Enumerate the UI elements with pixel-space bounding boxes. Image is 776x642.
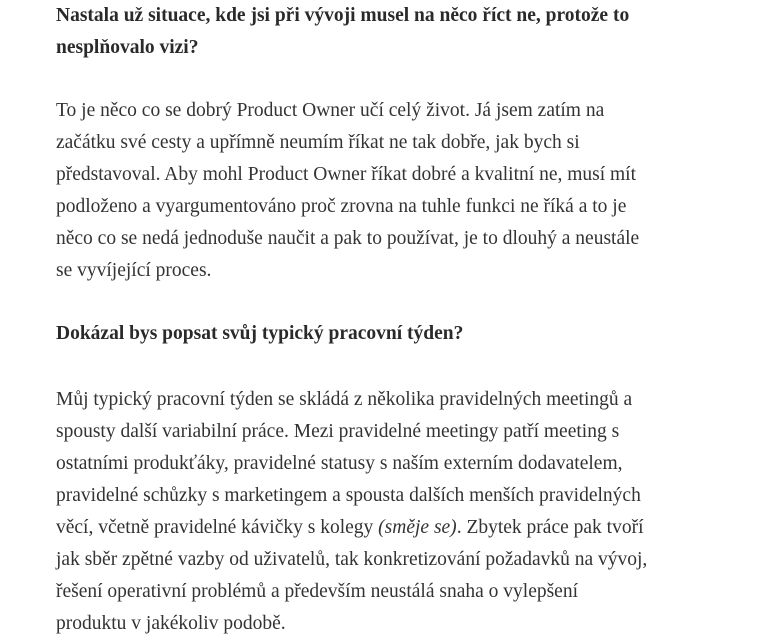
question-heading-2: [56, 318, 463, 350]
text-line: produktu v jakékoliv podobě.: [56, 613, 286, 634]
text-line: ostatními produkťáky, pravidelné statusy s naším externím dodavatelem,: [56, 453, 623, 474]
text-line: Můj typický pracovní týden se skládá z několika pravidelných meetingů a: [56, 389, 633, 410]
italic-aside: (směje se): [378, 517, 457, 538]
text-line: To je něco co se dobrý Product Owner učí celý život. Já jsem zatím na: [56, 100, 605, 121]
text-segment: věcí, včetně pravidelné kávičky s kolegy: [56, 517, 379, 538]
text-line: Nastala už situace, kde jsi při vývoji musel na něco říct ne, protože to: [56, 5, 630, 26]
text-line: spousty další variabilní práce. Mezi pravidelné meetingy patří meeting s: [56, 421, 620, 442]
text-line: podloženo a vyargumentováno proč zrovna na tuhle funkci ne říká a to je: [56, 196, 627, 217]
text-line: jak sběr zpětné vazby od uživatelů, tak konkretizování požadavků na vývoj,: [56, 549, 648, 570]
text-line: něco co se nedá jednoduše naučit a pak to používat, je to dlouhý a neustále: [56, 228, 640, 249]
text-line: se vyvíjející proces.: [56, 260, 212, 281]
text-line: nesplňovalo vizi?: [56, 37, 199, 58]
text-line: pravidelné schůzky s marketingem a spousta dalších menších pravidelných: [56, 485, 641, 506]
text-line-with-italic: [56, 512, 647, 544]
text-line: představoval. Aby mohl Product Owner říkat dobré a kvalitní ne, musí mít: [56, 164, 637, 185]
question-heading-1: [56, 0, 629, 64]
text-line: řešení operativní problémů a především neustálá snaha o vylepšení: [56, 581, 579, 602]
answer-paragraph-1: [56, 95, 639, 287]
text-line: Dokázal bys popsat svůj typický pracovní týden?: [56, 323, 464, 344]
answer-paragraph-2: [56, 384, 647, 640]
text-line: začátku své cesty a upřímně neumím říkat ne tak dobře, jak bych si: [56, 132, 580, 153]
text-segment: . Zbytek práce pak tvoří: [456, 517, 644, 538]
